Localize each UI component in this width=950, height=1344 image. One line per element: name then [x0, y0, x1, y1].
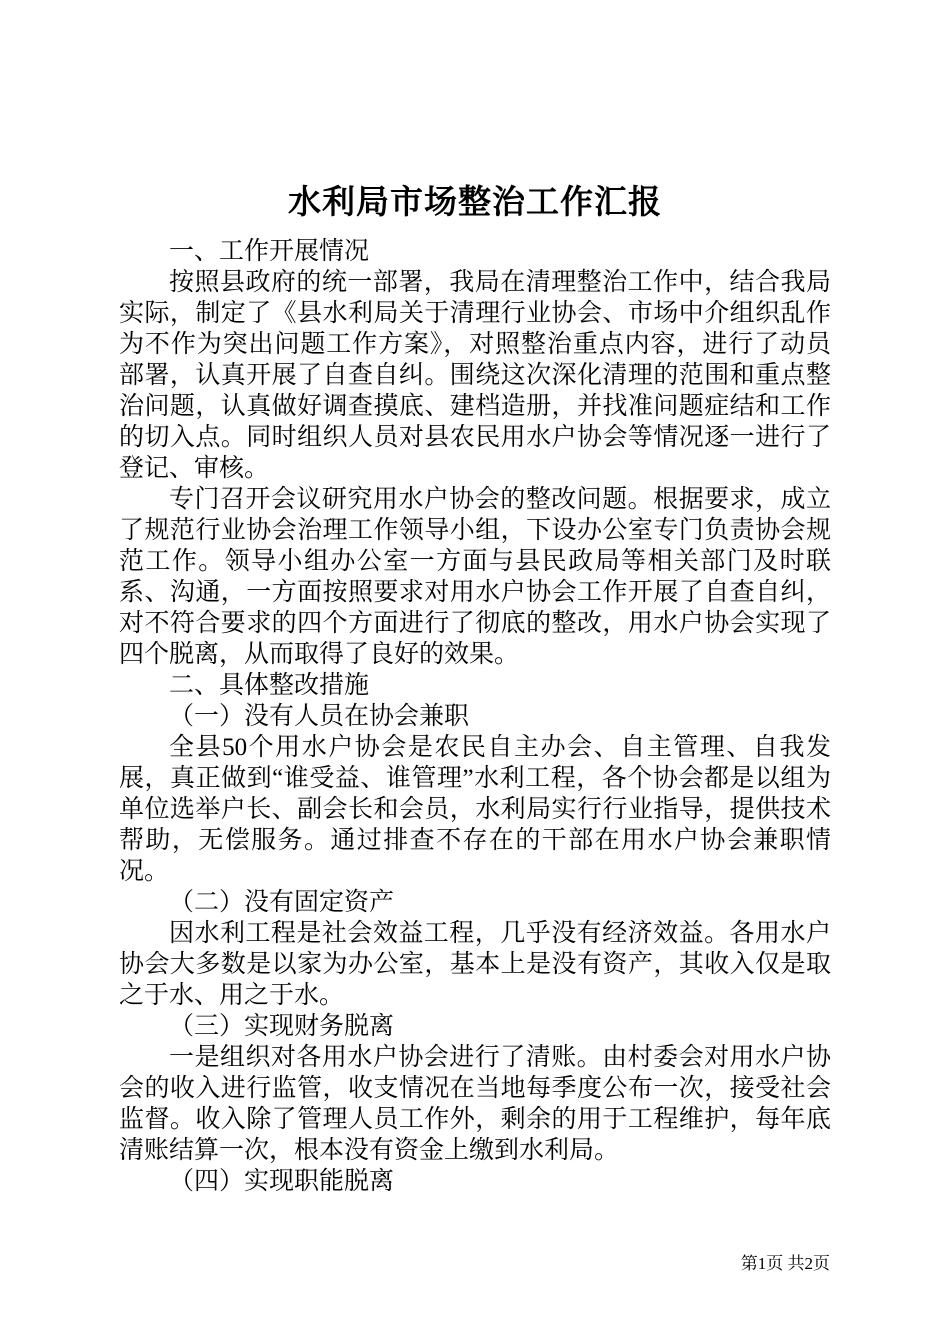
paragraph: 因水利工程是社会效益工程，几乎没有经济效益。各用水户协会大多数是以家为办公室，基本上是没有资产，其收入仅是取之于水、用之于水。	[119, 920, 831, 1009]
paragraph-heading: （三）实现财务脱离	[169, 1013, 395, 1040]
paragraph: 按照县政府的统一部署，我局在清理整治工作中，结合我局实际，制定了《县水利局关于清理行业协会、市场中介组织乱作为不作为突出问题工作方案》，对照整治重点内容，进行了动员部署，认真开展了自查自纠。围绕这次深化清理的范围和重点整治问题，认真做好调查摸底、建档造册，并找准问题症结和工作的切入点。同时组织人员对县农民用水户协会等情况逐一进行了登记、审核。	[119, 269, 831, 482]
page-number-footer: 第1页 共2页	[740, 1254, 830, 1273]
paragraph: 专门召开会议研究用水户协会的整改问题。根据要求，成立了规范行业协会治理工作领导小组，下设办公室专门负责协会规范工作。领导小组办公室一方面与县民政局等相关部门及时联系、沟通，一方面按照要求对用水户协会工作开展了自查自纠，对不符合要求的四个方面进行了彻底的整改，用水户协会实现了四个脱离，从而取得了良好的效果。	[119, 486, 831, 668]
document-title: 水利局市场整治工作汇报	[288, 185, 662, 221]
paragraph-heading: （四）实现职能脱离	[169, 1168, 395, 1195]
paragraph-heading: 一、工作开展情况	[169, 238, 370, 265]
paragraph: 一是组织对各用水户协会进行了清账。由村委会对用水户协会的收入进行监管，收支情况在当地每季度公布一次，接受社会监督。收入除了管理人员工作外，剩余的用于工程维护，每年底清账结算一次，根本没有资金上缴到水利局。	[119, 1044, 831, 1164]
paragraph-heading: 二、具体整改措施	[169, 672, 370, 699]
paragraph: 全县50个用水户协会是农民自主办会、自主管理、自我发展，真正做到“谁受益、谁管理”水利工程，各个协会都是以组为单位选举户长、副会长和会员，水利局实行行业指导，提供技术帮助，无偿服务。通过排查不存在的干部在用水户协会兼职情况。	[119, 734, 831, 885]
document-body	[119, 236, 831, 1197]
paragraph-heading: （二）没有固定资产	[169, 889, 395, 916]
paragraph-heading: （一）没有人员在协会兼职	[169, 703, 470, 730]
